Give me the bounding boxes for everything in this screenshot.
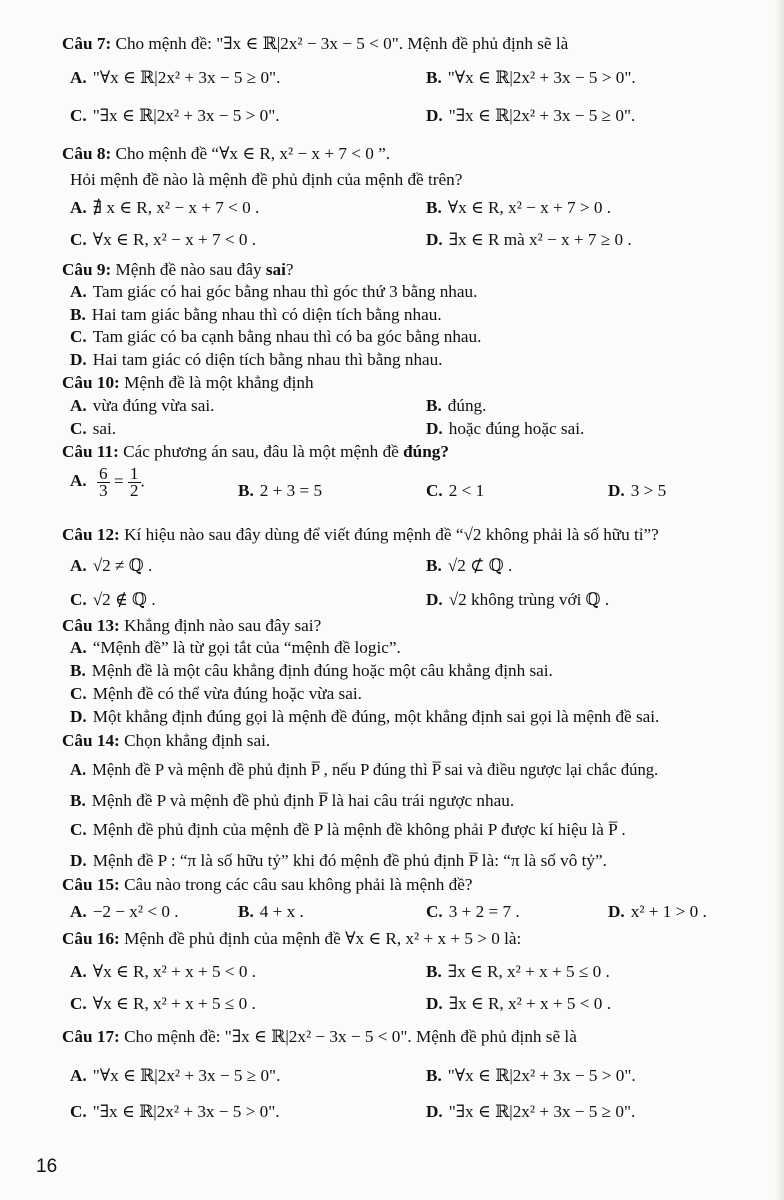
option-label: A. [70,638,87,657]
question-8 [62,144,390,164]
question-stem: Cho mệnh đề “∀x ∈ R, x² − x + 7 < 0 ”. [115,144,391,163]
option-text: Mệnh đề có thể vừa đúng hoặc vừa sai. [92,684,362,703]
question-label: Câu 14: [62,731,120,750]
question-stem: Mệnh đề nào sau đây [115,260,266,279]
option-label: A. [70,902,87,921]
question-label: Câu 13: [62,616,120,635]
option-text: x² + 1 > 0 . [630,902,707,921]
option-text: ∃x ∈ R mà x² − x + 7 ≥ 0 . [448,230,632,249]
question-stem-bold: sai [265,260,286,279]
option-label: D. [426,590,443,609]
option-b[interactable] [426,396,486,416]
option-end: . [140,471,145,491]
question-label: Câu 7: [62,34,112,53]
option-d[interactable] [426,419,584,439]
option-text: Mệnh đề P và mệnh đề phủ định P̅ là hai câu trái ngược nhau. [91,791,515,810]
option-text: đúng. [447,396,487,415]
question-stem: Khẳng định nào sau đây sai? [124,616,322,635]
option-label: A. [70,198,87,217]
option-text: √2 ≠ ℚ . [92,556,153,575]
option-label: B. [238,902,254,921]
option-a[interactable] [70,198,259,218]
option-d[interactable] [608,481,666,501]
option-b[interactable] [426,198,611,218]
option-label: C. [70,419,87,438]
question-label: Câu 10: [62,373,120,392]
option-text: "∀x ∈ ℝ|2x² + 3x − 5 > 0". [447,68,636,87]
option-b[interactable] [426,68,636,88]
fraction [97,466,110,499]
option-c[interactable] [70,820,626,840]
option-text: Một khẳng định đúng gọi là mệnh đề đúng, một khẳng định sai gọi là mệnh đề sai. [92,707,660,726]
question-stem: Mệnh đề phủ định của mệnh đề ∀x ∈ R, x² + x + 5 > 0 là: [124,929,522,948]
denominator: 3 [99,481,108,500]
equals-sign: = [113,471,124,491]
option-c[interactable] [70,1102,280,1122]
question-16 [62,929,521,949]
option-label: C. [70,820,87,839]
option-d[interactable] [70,707,659,727]
numerator: 1 [129,464,139,483]
option-text: ∃x ∈ R, x² + x + 5 ≤ 0 . [447,962,610,981]
page-number: 16 [36,1156,58,1177]
option-d[interactable] [70,350,443,370]
option-a[interactable] [70,556,152,576]
option-a[interactable] [70,282,477,302]
question-11 [62,442,449,462]
option-d[interactable] [426,1102,635,1122]
option-text: Tam giác có hai góc bằng nhau thì góc thứ 3 bằng nhau. [92,282,478,301]
option-b[interactable] [70,791,514,811]
option-label: D. [70,707,87,726]
option-text: hoặc đúng hoặc sai. [448,419,585,438]
option-b[interactable] [238,481,322,501]
option-text: 2 + 3 = 5 [259,481,323,500]
option-text: ∀x ∈ R, x² + x + 5 < 0 . [92,962,257,981]
option-text: Tam giác có ba cạnh bằng nhau thì có ba góc bằng nhau. [92,327,482,346]
option-label: D. [426,230,443,249]
option-label: C. [70,106,87,125]
option-a[interactable] [70,902,179,922]
option-text: −2 − x² < 0 . [92,902,179,921]
question-stem-line2: Hỏi mệnh đề nào là mệnh đề phủ định của mệnh đề trên? [70,170,463,189]
option-text: sai. [92,419,117,438]
option-d[interactable] [608,902,707,922]
option-c[interactable] [70,230,256,250]
option-b[interactable] [426,556,512,576]
option-text: Mệnh đề P và mệnh đề phủ định P̅ , nếu P đúng thì P̅ sai và điều ngược lại chắc đúng. [92,760,659,779]
option-d[interactable] [426,994,611,1014]
option-label: B. [426,962,442,981]
question-14 [62,731,270,751]
option-label: A. [70,760,87,779]
question-label: Câu 11: [62,442,119,461]
option-label: B. [426,556,442,575]
option-text: 4 + x . [259,902,304,921]
option-c[interactable] [70,684,362,704]
question-stem: Kí hiệu nào sau đây dùng để viết đúng mệnh đề “√2 không phải là số hữu tỉ”? [124,525,659,544]
option-c[interactable] [70,590,156,610]
option-text: Mệnh đề phủ định của mệnh đề P là mệnh đề không phải P được kí hiệu là P̅ . [92,820,626,839]
option-label: A. [70,556,87,575]
page-edge-shadow [774,0,784,1200]
question-stem-end: ? [285,260,294,279]
option-label: D. [70,851,87,870]
option-label: B. [426,396,442,415]
option-text: "∃x ∈ ℝ|2x² + 3x − 5 > 0". [92,106,280,125]
option-label: B. [70,305,86,324]
option-text: vừa đúng vừa sai. [92,396,215,415]
option-text: ∄ x ∈ R, x² − x + 7 < 0 . [92,198,260,217]
option-a[interactable] [70,466,145,499]
question-label: Câu 9: [62,260,112,279]
option-d[interactable] [70,851,607,871]
option-text: ∀x ∈ R, x² − x + 7 > 0 . [447,198,612,217]
question-stem: Câu nào trong các câu sau không phải là mệnh đề? [124,875,473,894]
option-label: B. [426,198,442,217]
option-label: D. [426,106,443,125]
option-text: 2 < 1 [448,481,485,500]
option-label: C. [426,902,443,921]
option-c[interactable] [426,481,484,501]
option-c[interactable] [70,327,481,347]
option-d[interactable] [426,230,632,250]
option-d[interactable] [426,590,609,610]
option-label: C. [70,1102,87,1121]
question-label: Câu 16: [62,929,120,948]
option-label: D. [426,994,443,1013]
option-text: Hai tam giác có diện tích bằng nhau thì bằng nhau. [92,350,443,369]
question-10 [62,373,314,393]
question-12 [62,525,659,545]
option-text: √2 ∉ ℚ . [92,590,156,609]
option-label: A. [70,962,87,981]
option-label: B. [426,68,442,87]
option-label: A. [70,68,87,87]
question-stem: Cho mệnh đề: "∃x ∈ ℝ|2x² − 3x − 5 < 0". Mệnh đề phủ định sẽ là [115,34,569,53]
option-label: C. [70,590,87,609]
denominator: 2 [129,481,139,500]
option-a[interactable] [70,638,401,658]
option-a[interactable] [70,1066,280,1086]
fraction [128,466,141,499]
question-stem: Mệnh đề là một khẳng định [124,373,314,392]
option-label: C. [70,230,87,249]
option-label: C. [70,684,87,703]
option-c[interactable] [70,994,256,1014]
question-stem: Các phương án sau, đâu là một mệnh đề [123,442,404,461]
option-text: “Mệnh đề” là từ gọi tắt của “mệnh đề logic”. [92,638,401,657]
option-label: D. [608,481,625,500]
option-label: B. [238,481,254,500]
numerator: 6 [99,464,108,483]
question-label: Câu 17: [62,1027,120,1046]
option-text: Mệnh đề là một câu khẳng định đúng hoặc một câu khẳng định sai. [91,661,553,680]
option-text: Mệnh đề P : “π là số hữu tỷ” khi đó mệnh đề phủ định P̅ là: “π là số vô tỷ”. [92,851,607,870]
option-text: ∀x ∈ R, x² + x + 5 ≤ 0 . [92,994,256,1013]
option-text: ∃x ∈ R, x² + x + 5 < 0 . [448,994,611,1013]
option-label: D. [426,1102,443,1121]
question-15 [62,875,472,895]
option-b[interactable] [426,1066,636,1086]
option-label: C. [426,481,443,500]
option-label: B. [70,791,86,810]
option-a[interactable] [70,396,214,416]
option-text: Hai tam giác bằng nhau thì có diện tích bằng nhau. [91,305,442,324]
question-label: Câu 15: [62,875,120,894]
option-text: √2 ⊄ ℚ . [447,556,513,575]
option-text: "∀x ∈ ℝ|2x² + 3x − 5 ≥ 0". [92,68,281,87]
option-b[interactable] [70,661,553,681]
option-text: 3 > 5 [630,481,667,500]
option-b[interactable] [70,305,442,325]
question-13 [62,616,321,636]
option-text: "∃x ∈ ℝ|2x² + 3x − 5 ≥ 0". [448,1102,636,1121]
question-9 [62,260,294,280]
option-label: D. [70,350,87,369]
option-b[interactable] [238,902,304,922]
option-label: C. [70,994,87,1013]
option-text: 3 + 2 = 7 . [448,902,520,921]
option-c[interactable] [426,902,520,922]
option-text: "∀x ∈ ℝ|2x² + 3x − 5 > 0". [447,1066,636,1085]
option-text: ∀x ∈ R, x² − x + 7 < 0 . [92,230,257,249]
option-text: √2 không trùng với ℚ . [448,590,610,609]
option-label: A. [70,282,87,301]
question-17 [62,1027,577,1047]
option-label: D. [608,902,625,921]
question-stem: Chọn khẳng định sai. [124,731,271,750]
option-a[interactable] [70,68,280,88]
option-label: A. [70,1066,87,1085]
option-c[interactable] [70,106,280,126]
option-a[interactable] [70,760,658,780]
question-label: Câu 12: [62,525,120,544]
question-label: Câu 8: [62,144,112,163]
option-label: B. [426,1066,442,1085]
option-text: "∃x ∈ ℝ|2x² + 3x − 5 > 0". [92,1102,280,1121]
option-a[interactable] [70,962,256,982]
option-label: C. [70,327,87,346]
option-text: "∃x ∈ ℝ|2x² + 3x − 5 ≥ 0". [448,106,636,125]
option-b[interactable] [426,962,610,982]
option-text: "∀x ∈ ℝ|2x² + 3x − 5 ≥ 0". [92,1066,281,1085]
question-7 [62,34,568,54]
option-label: A. [70,396,87,415]
option-c[interactable] [70,419,116,439]
option-label: D. [426,419,443,438]
option-label: A. [70,471,87,491]
option-d[interactable] [426,106,635,126]
question-stem: Cho mệnh đề: "∃x ∈ ℝ|2x² − 3x − 5 < 0". Mệnh đề phủ định sẽ là [124,1027,577,1046]
question-stem-bold: đúng? [403,442,449,461]
option-label: B. [70,661,86,680]
